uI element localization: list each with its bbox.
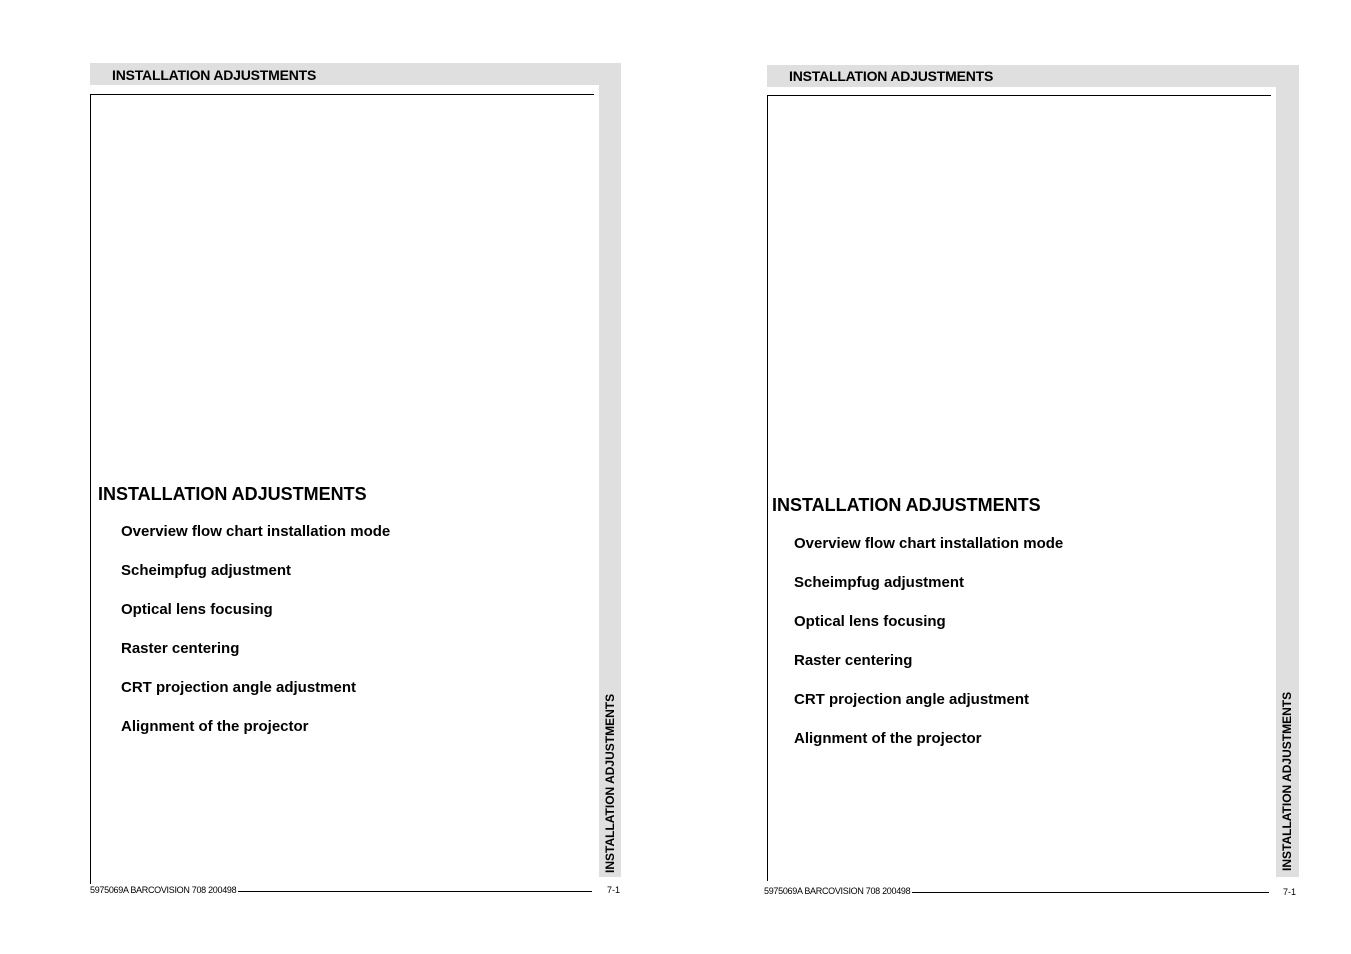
header-title: INSTALLATION ADJUSTMENTS [789, 68, 994, 84]
toc-item: Overview flow chart installation mode [121, 523, 391, 540]
document-page-left [0, 0, 621, 954]
toc-item: Scheimpfug adjustment [121, 562, 292, 579]
toc-item: Optical lens focusing [121, 601, 273, 618]
section-title: INSTALLATION ADJUSTMENTS [98, 484, 367, 504]
table-of-contents [794, 535, 1063, 769]
side-tab-label: INSTALLATION ADJUSTMENTS [1280, 691, 1294, 871]
toc-item: Alignment of the projector [794, 730, 982, 747]
header-title: INSTALLATION ADJUSTMENTS [112, 67, 317, 83]
section-title: INSTALLATION ADJUSTMENTS [772, 495, 1041, 515]
footer-page-number: 7-1 [1283, 887, 1297, 897]
footer-doc-code: 5975069A BARCOVISION 708 200498 [764, 886, 911, 896]
toc-item: CRT projection angle adjustment [121, 679, 357, 696]
toc-item: CRT projection angle adjustment [794, 691, 1030, 708]
content-frame-top [767, 95, 1271, 96]
toc-item: Raster centering [121, 640, 240, 657]
side-tab-label: INSTALLATION ADJUSTMENTS [603, 693, 617, 873]
table-of-contents [121, 523, 390, 757]
footer-page-number: 7-1 [607, 885, 621, 895]
toc-item: Overview flow chart installation mode [794, 535, 1064, 552]
footer-doc-code: 5975069A BARCOVISION 708 200498 [90, 885, 237, 895]
content-frame-left [767, 95, 768, 881]
toc-item: Optical lens focusing [794, 613, 946, 630]
toc-item: Raster centering [794, 652, 913, 669]
toc-item: Alignment of the projector [121, 718, 309, 735]
document-page-right [676, 0, 1297, 954]
content-frame-top [90, 94, 594, 95]
toc-item: Scheimpfug adjustment [794, 574, 965, 591]
content-frame-left [90, 94, 91, 884]
